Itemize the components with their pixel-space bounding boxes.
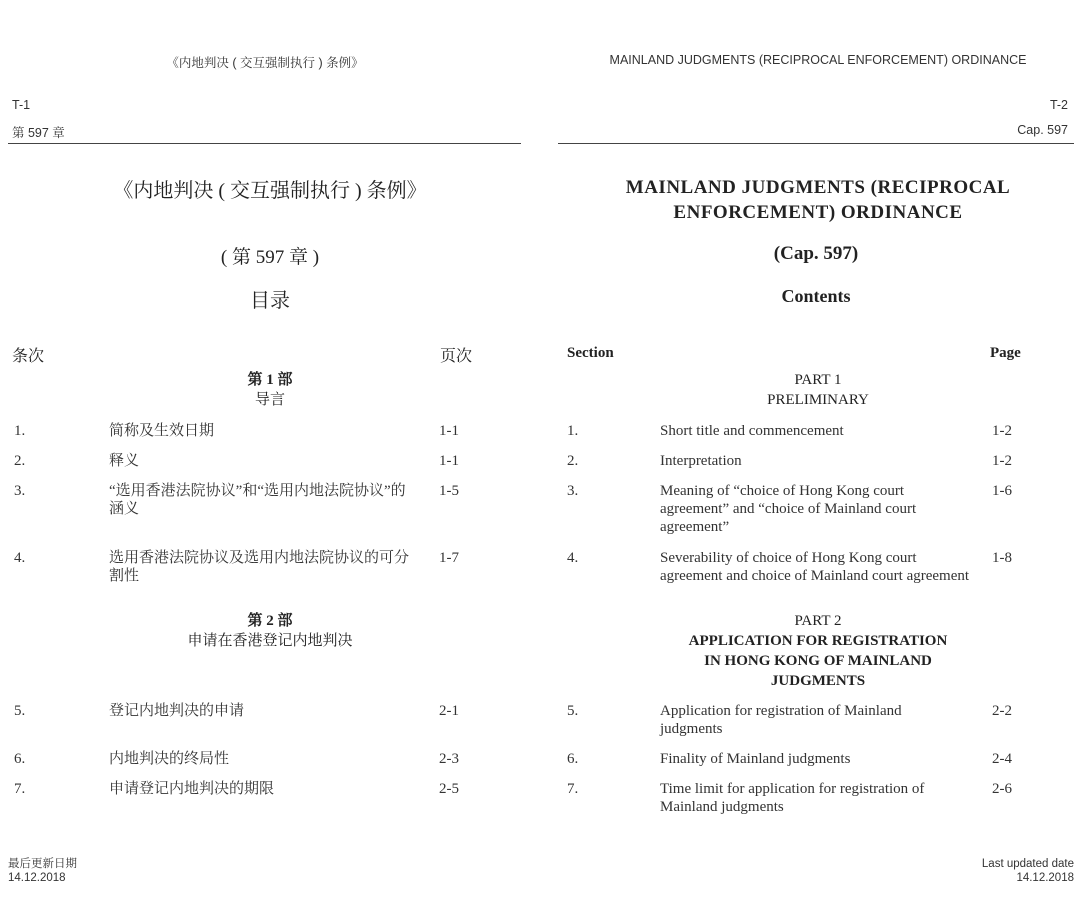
right-title-line-2: ENFORCEMENT) ORDINANCE xyxy=(673,202,963,223)
entry-page: 2-4 xyxy=(992,751,1012,767)
right-chapter: Cap. 597 xyxy=(1017,123,1068,137)
left-running-head: 《内地判决 ( 交互强制执行 ) 条例》 xyxy=(166,56,364,70)
entry-page: 2-1 xyxy=(439,703,459,719)
entry-title[interactable]: 申请登记内地判决的期限 xyxy=(109,781,275,797)
entry-page: 2-5 xyxy=(439,781,459,797)
left-header-rule xyxy=(8,143,521,144)
entry-title[interactable]: 登记内地判决的申请 xyxy=(109,703,245,719)
right-title-line-1: MAINLAND JUDGMENTS (RECIPROCAL xyxy=(625,177,1011,198)
entry-title[interactable]: 选用香港法院协议及选用内地法院协议的可分割性 xyxy=(109,550,410,584)
left-col-page-header: 页次 xyxy=(440,348,473,365)
entry-title[interactable]: “选用香港法院协议”和“选用内地法院协议”的涵义 xyxy=(109,483,406,517)
right-part-1-title: PRELIMINARY xyxy=(767,392,869,408)
right-running-head: MAINLAND JUDGMENTS (RECIPROCAL ENFORCEMENT) ORDINANCE xyxy=(609,53,1027,67)
entry-title[interactable]: Meaning of “choice of Hong Kong court agreement” and “choice of Mainland court agreement” xyxy=(660,483,917,535)
entry-number: 6. xyxy=(567,751,579,767)
entry-title[interactable]: Application for registration of Mainland judgments xyxy=(660,703,902,737)
entry-page: 1-1 xyxy=(439,423,459,439)
right-page-number: T-2 xyxy=(1049,98,1068,112)
entry-number: 5. xyxy=(567,703,579,719)
right-footer-label: Last updated date xyxy=(981,858,1074,870)
right-part-2-label: PART 2 xyxy=(794,613,842,629)
right-part-2-title-line-2: IN HONG KONG OF MAINLAND xyxy=(704,653,932,669)
entry-number: 3. xyxy=(14,483,26,499)
entry-number: 2. xyxy=(567,453,579,469)
entry-number: 5. xyxy=(14,703,26,719)
left-part-2-title: 申请在香港登记内地判决 xyxy=(187,633,353,649)
entry-page: 2-3 xyxy=(439,751,459,767)
left-part-1-label: 第 1 部 xyxy=(247,372,293,388)
right-part-1-label: PART 1 xyxy=(794,372,842,388)
entry-title[interactable]: 简称及生效日期 xyxy=(109,423,215,439)
entry-page: 1-2 xyxy=(992,423,1012,439)
right-footer xyxy=(928,857,1074,885)
entry-title[interactable]: Finality of Mainland judgments xyxy=(660,751,851,767)
entry-number: 4. xyxy=(567,550,579,566)
entry-number: 1. xyxy=(567,423,579,439)
left-col-section-header: 条次 xyxy=(12,348,45,365)
right-part-2-title-line-3: JUDGMENTS xyxy=(770,673,866,689)
right-contents-heading: Contents xyxy=(781,286,851,306)
left-chapter-caption: ( 第 597 章 ) xyxy=(220,247,320,268)
left-chapter: 第 597 章 xyxy=(12,126,65,140)
entry-number: 3. xyxy=(567,483,579,499)
left-footer-label: 最后更新日期 xyxy=(8,858,77,870)
left-part-1-title: 导言 xyxy=(254,392,285,408)
left-part-2-heading xyxy=(110,611,430,651)
entry-page: 2-6 xyxy=(992,781,1012,797)
left-document-title: 《内地判决 ( 交互强制执行 ) 条例》 xyxy=(113,180,427,202)
right-chapter-caption: (Cap. 597) xyxy=(773,243,859,264)
entry-page: 1-2 xyxy=(992,453,1012,469)
entry-title[interactable]: Severability of choice of Hong Kong court agreement and choice of Mainland court agreement xyxy=(660,550,970,584)
entry-number: 4. xyxy=(14,550,26,566)
entry-title[interactable]: Time limit for application for registration of Mainland judgments xyxy=(660,781,925,815)
right-footer-date: 14.12.2018 xyxy=(1016,872,1074,884)
right-header-rule xyxy=(558,143,1074,144)
entry-title[interactable]: 内地判决的终局性 xyxy=(109,751,230,767)
entry-title[interactable]: 释义 xyxy=(109,453,140,469)
entry-number: 2. xyxy=(14,453,26,469)
right-part-2-heading xyxy=(618,611,1018,691)
left-part-2-label: 第 2 部 xyxy=(247,613,293,629)
entry-title[interactable]: Interpretation xyxy=(660,453,742,469)
entry-number: 7. xyxy=(567,781,579,797)
right-document-title xyxy=(568,175,1068,225)
entry-page: 1-5 xyxy=(439,483,459,499)
entry-number: 7. xyxy=(14,781,26,797)
entry-number: 1. xyxy=(14,423,26,439)
left-footer xyxy=(8,857,77,885)
right-col-section-header: Section xyxy=(567,345,614,361)
entry-page: 1-1 xyxy=(439,453,459,469)
entry-page: 1-8 xyxy=(992,550,1012,566)
entry-page: 1-7 xyxy=(439,550,459,566)
left-footer-date: 14.12.2018 xyxy=(8,872,66,884)
entry-number: 6. xyxy=(14,751,26,767)
left-page-number: T-1 xyxy=(12,98,31,112)
entry-page: 2-2 xyxy=(992,703,1012,719)
right-part-1-heading xyxy=(658,370,978,410)
entry-page: 1-6 xyxy=(992,483,1012,499)
right-col-page-header: Page xyxy=(990,345,1021,361)
left-part-1-heading xyxy=(160,370,380,410)
entry-title[interactable]: Short title and commencement xyxy=(660,423,844,439)
right-part-2-title-line-1: APPLICATION FOR REGISTRATION xyxy=(688,633,948,649)
left-contents-heading: 目录 xyxy=(250,290,290,312)
